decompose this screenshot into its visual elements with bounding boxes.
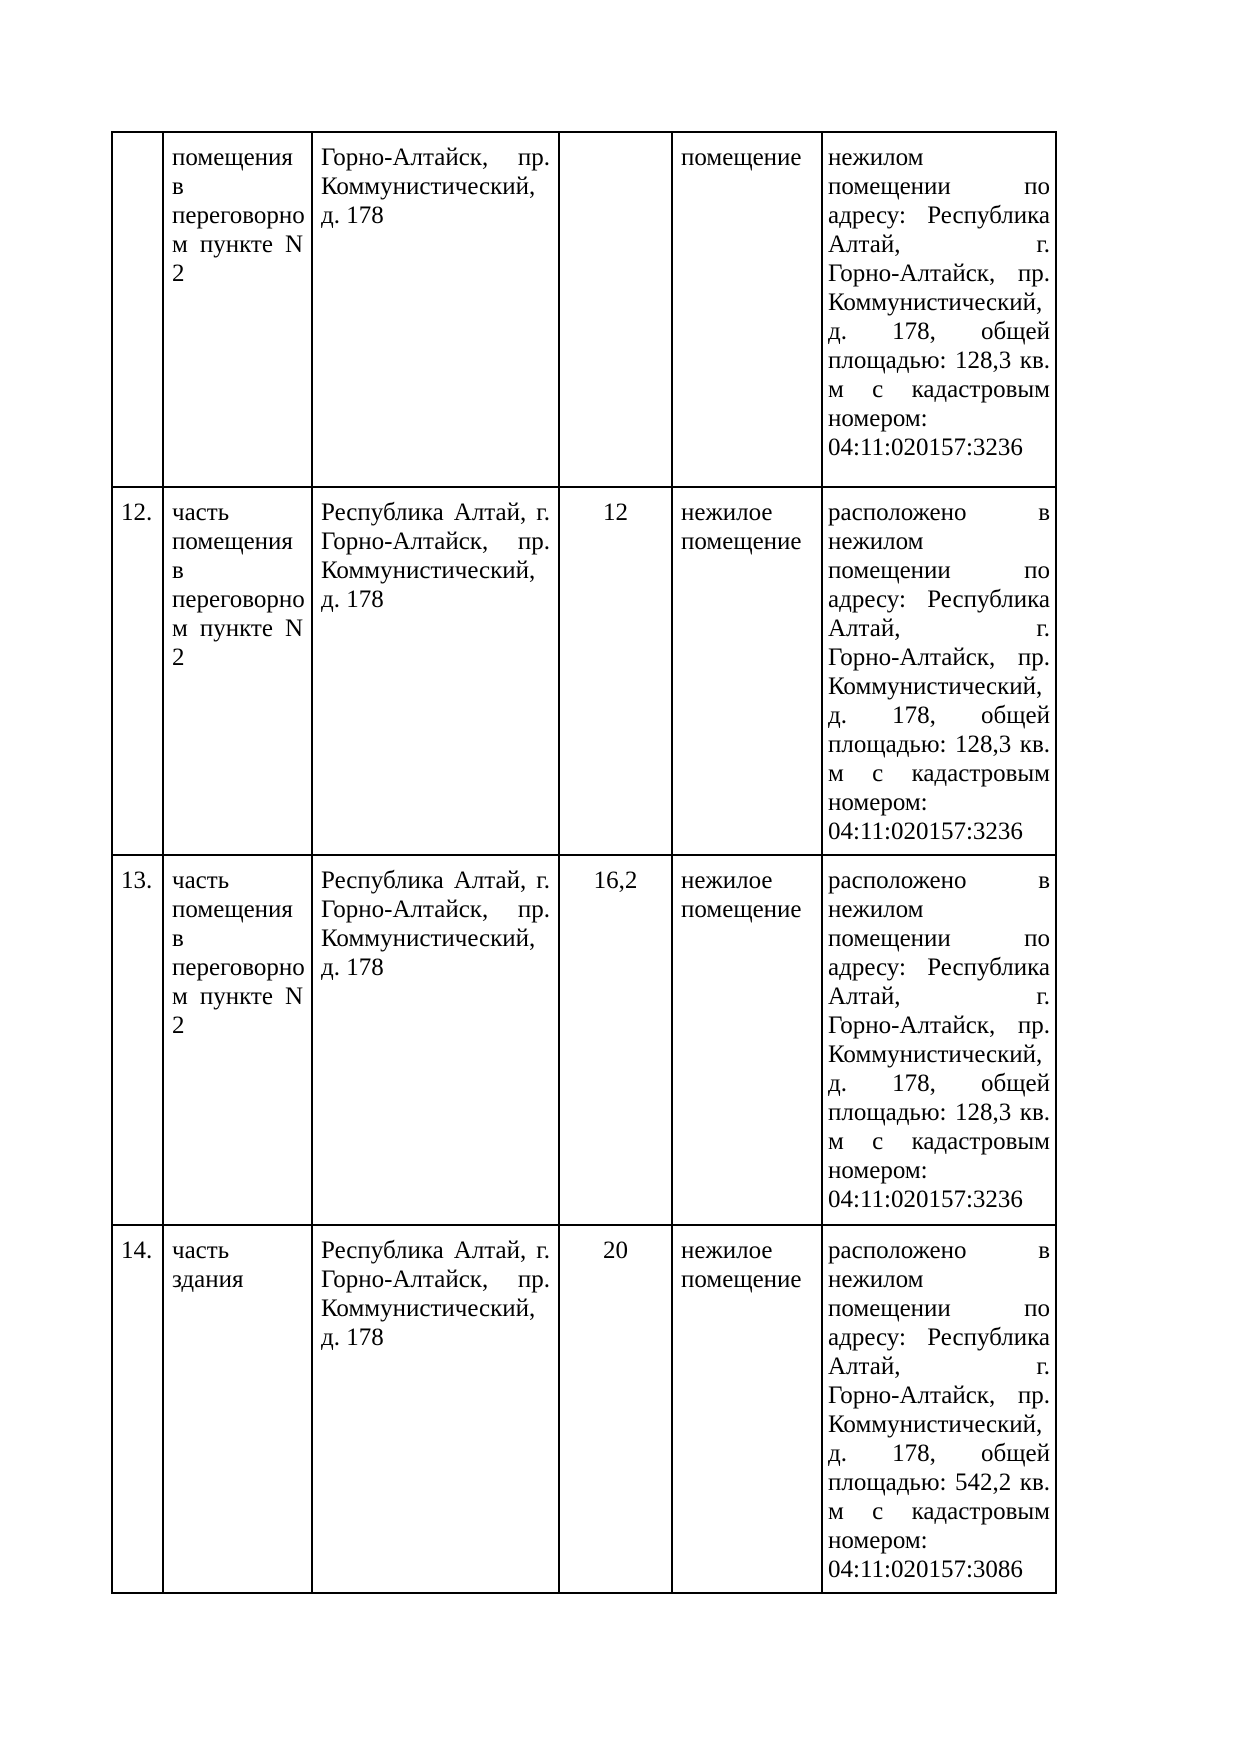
text-line: Алтай, г. xyxy=(828,231,1050,258)
text-line: часть xyxy=(172,867,230,894)
text-line: адресу: Республика xyxy=(828,1324,1050,1351)
text-line: м с кадастровым xyxy=(828,1128,1050,1155)
cell-number xyxy=(112,487,163,855)
table-row xyxy=(112,855,1056,1225)
text-line: м пункте N xyxy=(172,615,303,642)
text-line: Коммунистический, xyxy=(321,557,536,584)
text-line: помещении по xyxy=(828,1295,1050,1322)
text-line: нежилое xyxy=(681,1237,773,1264)
text-line: площадью: 128,3 кв. xyxy=(828,731,1050,758)
text-line: нежилом xyxy=(828,1266,924,1293)
text-line: номером: xyxy=(828,405,928,432)
cell-address xyxy=(312,855,559,1225)
table-row xyxy=(112,1225,1056,1593)
text-line: 2 xyxy=(172,644,185,671)
text-line: 13. xyxy=(121,867,153,894)
text-line: площадью: 128,3 кв. xyxy=(828,1099,1050,1126)
cell-type xyxy=(672,487,822,855)
text-line: адресу: Республика xyxy=(828,202,1050,229)
text-line: Горно-Алтайск, пр. xyxy=(828,260,1050,287)
text-line: нежилом xyxy=(828,144,924,171)
text-line: помещение xyxy=(681,528,802,555)
text-line: 12. xyxy=(121,499,153,526)
table-row xyxy=(112,487,1056,855)
text-line: переговорно xyxy=(172,586,305,613)
property-table xyxy=(111,131,1057,1594)
text-line: д. 178, общей xyxy=(828,1440,1050,1467)
cell-description xyxy=(822,132,1056,487)
text-line: Горно-Алтайск, пр. xyxy=(321,528,550,555)
text-line: 16,2 xyxy=(593,867,638,894)
cell-number xyxy=(112,1225,163,1593)
cell-name xyxy=(163,855,312,1225)
text-line: Алтай, г. xyxy=(828,615,1050,642)
text-line: расположено в xyxy=(828,867,1050,894)
text-line: помещение xyxy=(681,144,802,171)
cell-address xyxy=(312,487,559,855)
text-line: 2 xyxy=(172,260,185,287)
text-line: нежилое xyxy=(681,867,773,894)
text-line: Горно-Алтайск, пр. xyxy=(321,896,550,923)
text-line: площадью: 542,2 кв. xyxy=(828,1469,1050,1496)
cell-name xyxy=(163,132,312,487)
text-line: расположено в xyxy=(828,1237,1050,1264)
text-line: переговорно xyxy=(172,202,305,229)
cell-area xyxy=(559,487,672,855)
text-line: адресу: Республика xyxy=(828,954,1050,981)
cell-description xyxy=(822,487,1056,855)
text-line: д. 178, общей xyxy=(828,702,1050,729)
text-line: м пункте N xyxy=(172,231,303,258)
text-line: номером: xyxy=(828,789,928,816)
cell-description xyxy=(822,855,1056,1225)
text-line: Республика Алтай, г. xyxy=(321,867,550,894)
text-line: Горно-Алтайск, пр. xyxy=(321,144,550,171)
text-line: д. 178 xyxy=(321,954,384,981)
text-line: Горно-Алтайск, пр. xyxy=(321,1266,550,1293)
text-line: помещение xyxy=(681,1266,802,1293)
cell-address xyxy=(312,132,559,487)
cell-area xyxy=(559,1225,672,1593)
text-line: м с кадастровым xyxy=(828,376,1050,403)
text-line: расположено в xyxy=(828,499,1050,526)
text-line: Горно-Алтайск, пр. xyxy=(828,644,1050,671)
cell-type xyxy=(672,855,822,1225)
table-row xyxy=(112,132,1056,487)
text-line: помещении по xyxy=(828,173,1050,200)
cell-name xyxy=(163,1225,312,1593)
text-line: помещении по xyxy=(828,925,1050,952)
text-line: нежилом xyxy=(828,896,924,923)
text-line: 04:11:020157:3236 xyxy=(828,818,1023,845)
text-line: д. 178 xyxy=(321,202,384,229)
text-line: площадью: 128,3 кв. xyxy=(828,347,1050,374)
text-line: 12 xyxy=(603,499,628,526)
text-line: Коммунистический, xyxy=(828,1041,1043,1068)
text-line: номером: xyxy=(828,1157,928,1184)
cell-area xyxy=(559,855,672,1225)
cell-address xyxy=(312,1225,559,1593)
text-line: нежилое xyxy=(681,499,773,526)
text-line: 04:11:020157:3236 xyxy=(828,1186,1023,1213)
cell-area xyxy=(559,132,672,487)
text-line: в xyxy=(172,557,184,584)
text-line: Коммунистический, xyxy=(321,1295,536,1322)
text-line: м пункте N xyxy=(172,983,303,1010)
text-line: Республика Алтай, г. xyxy=(321,499,550,526)
text-line: Республика Алтай, г. xyxy=(321,1237,550,1264)
text-line: Алтай, г. xyxy=(828,1353,1050,1380)
text-line: 14. xyxy=(121,1237,153,1264)
property-table-body xyxy=(112,132,1056,1593)
text-line: 04:11:020157:3236 xyxy=(828,434,1023,461)
text-line: здания xyxy=(172,1266,244,1293)
text-line: 2 xyxy=(172,1012,185,1039)
text-line: в xyxy=(172,925,184,952)
text-line: помещения xyxy=(172,528,293,555)
text-line: м с кадастровым xyxy=(828,1498,1050,1525)
text-line: нежилом xyxy=(828,528,924,555)
text-line: адресу: Республика xyxy=(828,586,1050,613)
text-line: номером: xyxy=(828,1527,928,1554)
text-line: Горно-Алтайск, пр. xyxy=(828,1012,1050,1039)
text-line: помещении по xyxy=(828,557,1050,584)
text-line: Коммунистический, xyxy=(828,673,1043,700)
text-line: часть xyxy=(172,499,230,526)
text-line: помещение xyxy=(681,896,802,923)
text-line: д. 178, общей xyxy=(828,1070,1050,1097)
text-line: д. 178 xyxy=(321,586,384,613)
text-line: Коммунистический, xyxy=(828,1411,1043,1438)
text-line: д. 178 xyxy=(321,1324,384,1351)
text-line: д. 178, общей xyxy=(828,318,1050,345)
cell-number xyxy=(112,132,163,487)
text-line: помещения xyxy=(172,144,293,171)
text-line: в xyxy=(172,173,184,200)
cell-number xyxy=(112,855,163,1225)
text-line: Алтай, г. xyxy=(828,983,1050,1010)
text-line: м с кадастровым xyxy=(828,760,1050,787)
text-line: помещения xyxy=(172,896,293,923)
text-line: 04:11:020157:3086 xyxy=(828,1556,1023,1583)
cell-type xyxy=(672,132,822,487)
cell-type xyxy=(672,1225,822,1593)
text-line: часть xyxy=(172,1237,230,1264)
text-line: переговорно xyxy=(172,954,305,981)
text-line: Коммунистический, xyxy=(321,173,536,200)
text-line: Горно-Алтайск, пр. xyxy=(828,1382,1050,1409)
text-line: 20 xyxy=(603,1237,628,1264)
cell-description xyxy=(822,1225,1056,1593)
text-line: Коммунистический, xyxy=(828,289,1043,316)
cell-name xyxy=(163,487,312,855)
text-line: Коммунистический, xyxy=(321,925,536,952)
